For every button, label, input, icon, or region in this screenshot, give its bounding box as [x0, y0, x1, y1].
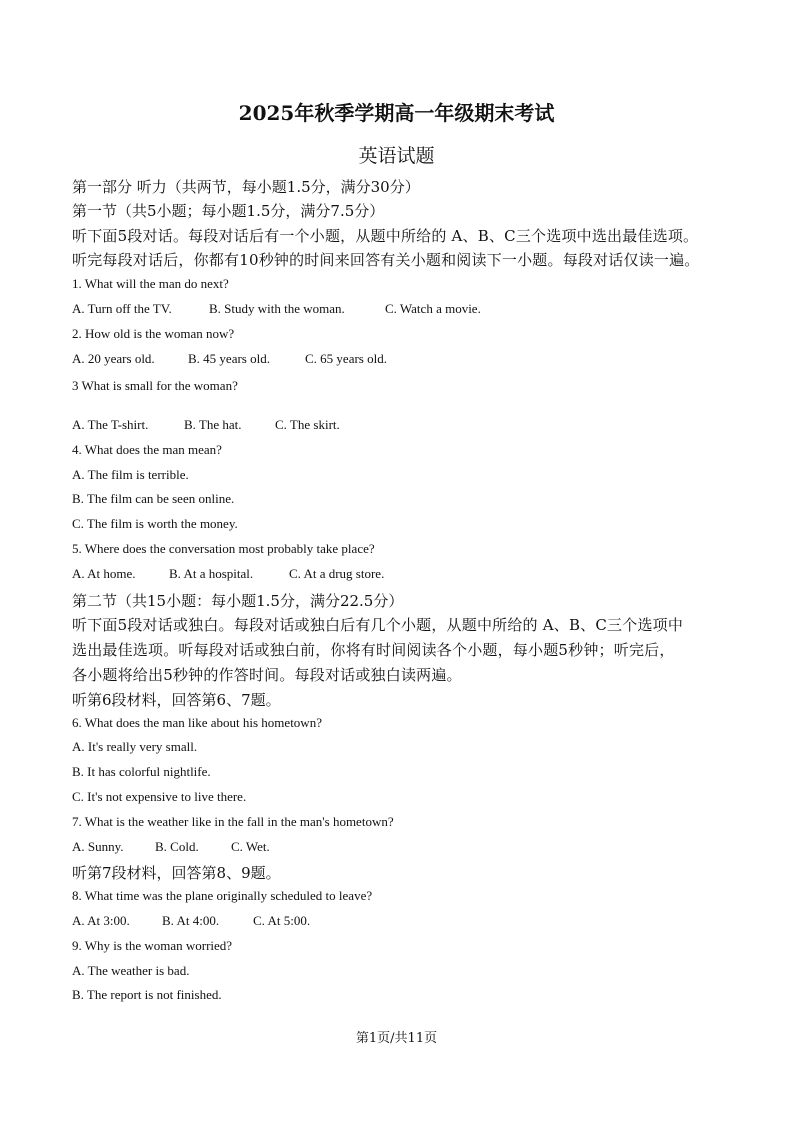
option-a: A. At home. — [72, 566, 136, 581]
exam-title: 2025年秋季学期高一年级期末考试 — [238, 101, 555, 125]
question-2: 2. How old is the woman now? — [72, 326, 235, 341]
option-b: B. The hat. — [184, 417, 242, 432]
section1-instruction-line: 听下面5段对话。每段对话后有一个小题，从题中所给的 A、B、C三个选项中选出最佳选项。 — [72, 227, 699, 245]
section2-instruction-line: 选出最佳选项。听每段对话或独白前，你将有时间阅读各个小题，每小题5秒钟；听完后， — [72, 641, 675, 659]
question-1-options — [72, 301, 481, 317]
question-7: 7. What is the weather like in the fall in the man's hometown? — [72, 814, 394, 829]
question-6-option-b: B. It has colorful nightlife. — [72, 764, 211, 779]
part1-heading: 第一部分 听力（共两节，每小题1.5分，满分30分） — [72, 178, 420, 196]
option-b: B. Study with the woman. — [209, 301, 345, 316]
option-a: A. At 3:00. — [72, 913, 130, 928]
question-6-option-c: C. It's not expensive to live there. — [72, 789, 247, 804]
question-9-option-b: B. The report is not finished. — [72, 987, 222, 1002]
material-6-heading: 听第6段材料，回答第6、7题。 — [72, 691, 281, 709]
option-a: A. The T-shirt. — [72, 417, 149, 432]
question-4-option-a: A. The film is terrible. — [72, 467, 189, 482]
option-b: B. At a hospital. — [169, 566, 254, 581]
question-3: 3 What is small for the woman? — [72, 378, 238, 393]
page-number: 第1页/共11页 — [355, 1031, 438, 1046]
question-1: 1. What will the man do next? — [72, 276, 229, 291]
question-7-options — [72, 839, 270, 855]
question-9-option-a: A. The weather is bad. — [72, 963, 190, 978]
option-a: A. Sunny. — [72, 839, 124, 854]
question-4-option-c: C. The film is worth the money. — [72, 516, 238, 531]
option-c: C. Wet. — [231, 839, 270, 854]
question-9: 9. Why is the woman worried? — [72, 938, 233, 953]
question-6: 6. What does the man like about his hometown? — [72, 715, 322, 730]
option-c: C. At 5:00. — [253, 913, 311, 928]
question-5: 5. Where does the conversation most probably take place? — [72, 541, 375, 556]
option-c: C. 65 years old. — [305, 351, 387, 366]
question-5-options — [72, 566, 384, 582]
exam-subtitle: 英语试题 — [358, 145, 435, 167]
option-c: C. Watch a movie. — [385, 301, 481, 316]
question-6-option-a: A. It's really very small. — [72, 739, 198, 754]
option-c: C. The skirt. — [275, 417, 340, 432]
material-7-heading: 听第7段材料，回答第8、9题。 — [72, 864, 281, 882]
section2-instruction-line: 听下面5段对话或独白。每段对话或独白后有几个小题，从题中所给的 A、B、C三个选项中 — [72, 616, 684, 634]
option-a: A. 20 years old. — [72, 351, 155, 366]
section1-instruction-line: 听完每段对话后，你都有10秒钟的时间来回答有关小题和阅读下一小题。每段对话仅读一遍。 — [72, 251, 700, 269]
question-4: 4. What does the man mean? — [72, 442, 222, 457]
section2-heading: 第二节（共15小题：每小题1.5分，满分22.5分） — [72, 592, 404, 610]
question-8-options — [72, 913, 310, 929]
option-c: C. At a drug store. — [289, 566, 385, 581]
question-3-options — [72, 417, 340, 433]
question-2-options — [72, 351, 387, 367]
option-b: B. Cold. — [155, 839, 199, 854]
option-b: B. At 4:00. — [162, 913, 220, 928]
option-b: B. 45 years old. — [188, 351, 270, 366]
question-8: 8. What time was the plane originally scheduled to leave? — [72, 888, 373, 903]
question-4-option-b: B. The film can be seen online. — [72, 491, 235, 506]
section2-instruction-line: 各小题将给出5秒钟的作答时间。每段对话或独白读两遍。 — [72, 666, 462, 684]
option-a: A. Turn off the TV. — [72, 301, 172, 316]
section1-heading: 第一节（共5小题；每小题1.5分，满分7.5分） — [72, 202, 385, 220]
